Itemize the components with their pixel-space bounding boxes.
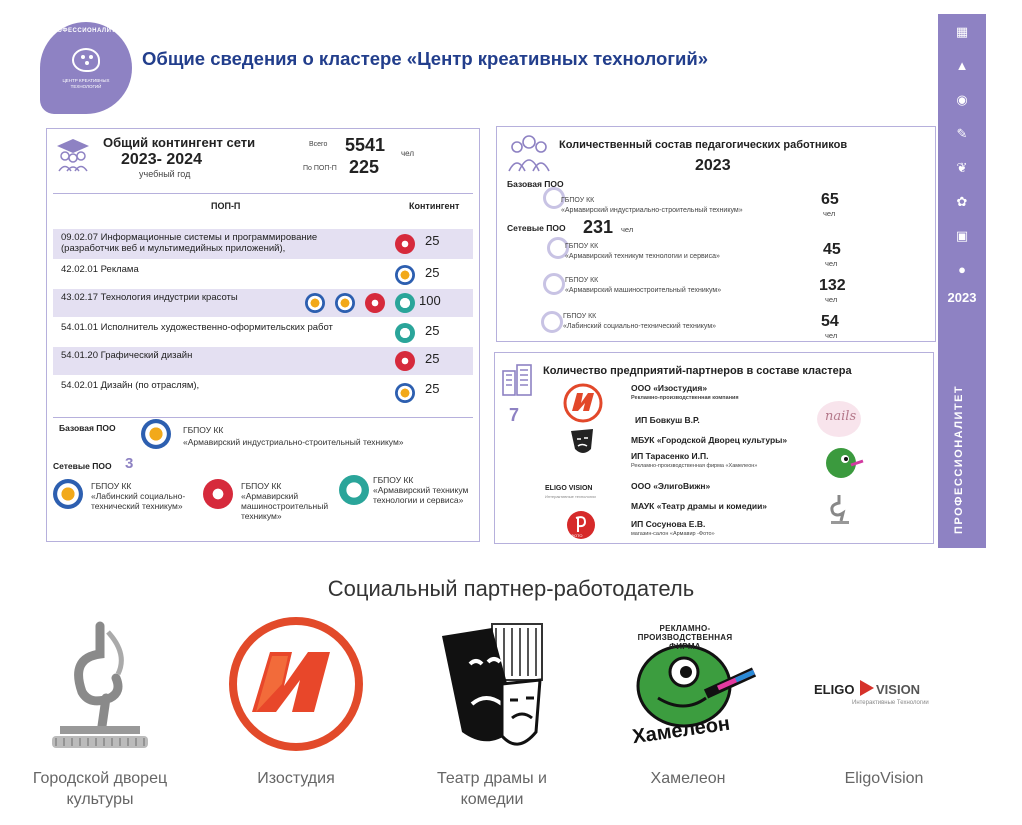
program-name: 54.01.20 Графический дизайн bbox=[61, 350, 193, 361]
partner-name: ИП Тарасенко И.П. bbox=[631, 451, 709, 461]
program-name: 43.02.17 Технология индустрии красоты bbox=[61, 292, 238, 303]
net-org: ГБПОУ КК bbox=[91, 481, 132, 491]
bus-icon: ▣ bbox=[955, 228, 969, 243]
partner-name: ИП Сосунова Е.В. bbox=[631, 519, 706, 529]
ped-unit: чел bbox=[825, 331, 838, 340]
graduates-icon bbox=[55, 137, 91, 173]
col-count: Контингент bbox=[409, 201, 460, 211]
program-count: 25 bbox=[425, 233, 440, 248]
hameleon-word: Хамелеон bbox=[630, 712, 732, 749]
eligo-triangle-icon bbox=[860, 680, 874, 696]
college-badge-icon bbox=[395, 323, 415, 343]
net-org: ГБПОУ КК bbox=[241, 481, 282, 491]
table-row bbox=[53, 261, 473, 289]
sidebar-vertical-text: ПРОФЕССИОНАЛИТЕТ bbox=[953, 384, 965, 534]
pop-label: По ПОП-П bbox=[303, 165, 337, 172]
base-org: ГБПОУ КК bbox=[183, 425, 224, 435]
eligo-mini-sub: Интерактивные технологии bbox=[545, 494, 596, 499]
ped-name: «Армавирский техникум технологии и сервиса» bbox=[565, 253, 720, 260]
partner-name: ООО «ЭлигоВижн» bbox=[631, 481, 711, 491]
net-org: ГБПОУ КК bbox=[373, 475, 414, 485]
palace-mini-logo-icon bbox=[825, 493, 855, 529]
base-name: «Армавирский индустриально-строительный техникум» bbox=[183, 437, 404, 447]
table-row bbox=[53, 319, 473, 347]
social-partners-title: Социальный партнер-работодатель bbox=[327, 576, 695, 601]
ped-net-total: 231 bbox=[583, 217, 614, 237]
contingent-title: Общий контингент сети bbox=[103, 135, 256, 150]
table-row bbox=[53, 289, 473, 317]
nails-logo-text: nails bbox=[825, 409, 857, 424]
ped-unit: чел bbox=[823, 209, 836, 218]
partner-name: ООО «Изостудия» bbox=[631, 383, 708, 393]
pedagogues-panel bbox=[496, 126, 936, 342]
college-badge-icon bbox=[395, 351, 415, 371]
izostudia-logo-icon bbox=[226, 614, 366, 764]
ped-value: 54 bbox=[821, 313, 839, 330]
net-name: «Армавирский техникум технологии и сервиса» bbox=[373, 485, 469, 505]
total-label: Всего bbox=[309, 141, 328, 148]
partner-name: ИП Бовкуш В.Р. bbox=[635, 415, 700, 425]
ped-unit: чел bbox=[825, 259, 838, 268]
table-row bbox=[53, 347, 473, 375]
program-count: 100 bbox=[419, 293, 441, 308]
ped-value: 45 bbox=[823, 241, 841, 258]
leaf-icon: ❦ bbox=[956, 160, 968, 175]
college-badge-icon bbox=[395, 265, 415, 285]
social-caption: Театр драмы и комедии bbox=[436, 770, 547, 808]
armavir-service-college-logo bbox=[339, 475, 369, 505]
col-program: ПОП-П bbox=[211, 201, 241, 211]
vertical-sidebar bbox=[938, 14, 986, 548]
eligo-mini-logo: ELIGO VISION bbox=[545, 485, 593, 492]
palace-of-culture-logo-icon bbox=[30, 614, 170, 764]
college-badge-icon bbox=[335, 293, 355, 313]
program-count: 25 bbox=[425, 351, 440, 366]
college-badge-icon bbox=[365, 293, 385, 313]
contingent-years: 2023- 2024 bbox=[121, 151, 202, 168]
logo-text: ПРОФЕССИОНАЛИТЕТ bbox=[48, 28, 125, 34]
program-count: 25 bbox=[425, 265, 440, 280]
eligo-sub: Интерактивные Технологии bbox=[852, 700, 929, 706]
partner-sub: Рекламно-производственная компания bbox=[631, 395, 739, 401]
contingent-year-label: учебный год bbox=[139, 169, 191, 179]
social-caption: Городской дворец культуры bbox=[32, 770, 168, 808]
program-count: 25 bbox=[425, 381, 440, 396]
buildings-icon bbox=[499, 361, 535, 397]
grid-icon: ▦ bbox=[955, 24, 969, 39]
partners-title: Количество предприятий-партнеров в составе кластера bbox=[543, 365, 852, 377]
partner-sub: магазин-салон «Армавир -Фото» bbox=[631, 531, 715, 537]
ring-icon bbox=[541, 311, 563, 333]
base-college-logo bbox=[141, 419, 171, 449]
net-name: «Лабинский социально-технический техникум» bbox=[91, 491, 186, 511]
eligo-word-b: VISION bbox=[876, 682, 921, 697]
ped-value: 65 bbox=[821, 191, 839, 208]
palette-icon bbox=[72, 48, 100, 72]
total-value: 5541 bbox=[345, 135, 386, 155]
ped-name: «Армавирский машиностроительный техникум» bbox=[565, 287, 722, 294]
theater-logo-icon bbox=[567, 427, 597, 461]
ped-name: «Лабинский социально-технический техникум» bbox=[563, 323, 717, 330]
armavir-mech-college-logo bbox=[203, 479, 233, 509]
ped-name: «Армавирский индустриально-строительный техникум» bbox=[561, 207, 743, 214]
ped-org: ГБПОУ КК bbox=[561, 197, 595, 204]
labinsk-college-logo bbox=[53, 479, 83, 509]
target-icon: ◉ bbox=[956, 92, 968, 107]
ped-org: ГБПОУ КК bbox=[565, 277, 599, 284]
ped-net-unit: чел bbox=[621, 225, 634, 234]
mountain-icon: ▲ bbox=[955, 58, 969, 73]
net-name: «Армавирский машиностроительный техникум» bbox=[241, 491, 329, 521]
net-count: 3 bbox=[125, 455, 134, 472]
ped-net-label: Сетевые ПОО bbox=[507, 223, 566, 233]
ped-base-label: Базовая ПОО bbox=[507, 179, 564, 189]
ped-org: ГБПОУ КК bbox=[563, 313, 597, 320]
divider bbox=[53, 193, 473, 194]
partner-sub: Рекламно-производственная фирма «Хамелеон» bbox=[631, 463, 758, 469]
program-count: 25 bbox=[425, 323, 440, 338]
program-name: 54.01.01 Исполнитель художественно-оформительских работ bbox=[61, 322, 333, 333]
table-row bbox=[53, 377, 473, 405]
logo-subtext: ЦЕНТР КРЕАТИВНЫХ ТЕХНОЛОГИЙ bbox=[62, 78, 110, 89]
ped-org: ГБПОУ КК bbox=[565, 243, 599, 250]
net-label: Сетевые ПОО bbox=[53, 461, 112, 471]
social-caption: Хамелеон bbox=[650, 770, 726, 787]
program-name: 42.02.01 Реклама bbox=[61, 264, 139, 275]
ped-unit: чел bbox=[825, 295, 838, 304]
ped-value: 132 bbox=[819, 277, 846, 294]
college-badge-icon bbox=[305, 293, 325, 313]
college-badge-icon bbox=[395, 293, 415, 313]
total-unit: чел bbox=[401, 149, 415, 158]
partners-panel bbox=[494, 352, 934, 544]
program-name: 54.02.01 Дизайн (по отраслям), bbox=[61, 380, 200, 391]
partners-count: 7 bbox=[509, 405, 520, 425]
table-row bbox=[53, 229, 473, 259]
partner-name: МБУК «Городской Дворец культуры» bbox=[631, 435, 788, 445]
college-badge-icon bbox=[395, 383, 415, 403]
college-badge-icon bbox=[395, 234, 415, 254]
program-name: 09.02.07 Информационные системы и программирование (разработчик веб и мультимедийных приложений), bbox=[61, 232, 318, 254]
pedagogues-year: 2023 bbox=[695, 157, 731, 174]
partner-name: МАУК «Театр драмы и комедии» bbox=[631, 501, 768, 511]
pop-value: 225 bbox=[349, 157, 380, 177]
hameleon-arc-text: РЕКЛАМНО-ПРОИЗВОДСТВЕННАЯ ФИРМА bbox=[637, 624, 733, 651]
photo-logo-text: ФОТО bbox=[571, 533, 583, 538]
base-label: Базовая ПОО bbox=[59, 423, 116, 433]
teachers-icon bbox=[507, 133, 551, 173]
divider bbox=[53, 417, 473, 418]
sidebar-year: 2023 bbox=[947, 290, 977, 305]
social-caption: Изостудия bbox=[257, 770, 335, 787]
drop-icon: ● bbox=[958, 262, 966, 277]
palette-icon: ✿ bbox=[956, 194, 968, 209]
eligo-word-a: ELIGO bbox=[814, 682, 855, 697]
pencil-icon: ✎ bbox=[956, 126, 968, 141]
contingent-panel bbox=[46, 128, 480, 542]
social-caption: EligoVision bbox=[844, 770, 924, 787]
theater-masks-logo-icon bbox=[422, 614, 562, 764]
page-title: Общие сведения о кластере «Центр креативных технологий» bbox=[142, 48, 709, 69]
professionalitet-logo bbox=[40, 22, 132, 114]
hameleon-mini-logo-icon bbox=[821, 445, 865, 481]
pedagogues-title: Количественный состав педагогических работников bbox=[559, 139, 848, 151]
ring-icon bbox=[543, 273, 565, 295]
izostudia-logo-icon bbox=[561, 383, 605, 423]
